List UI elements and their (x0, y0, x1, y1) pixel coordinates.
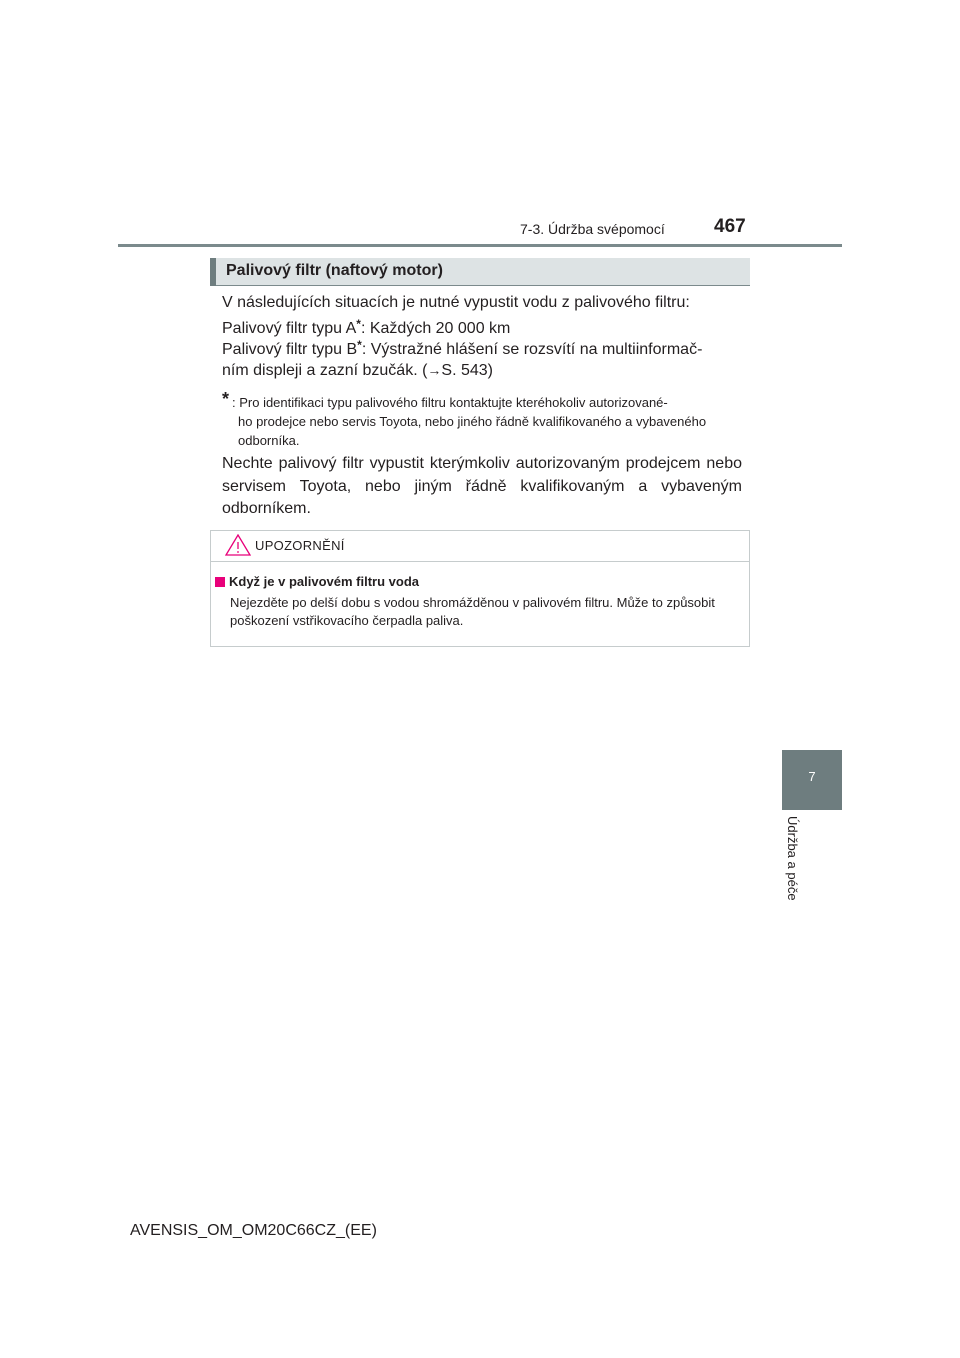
type-a-interval: : Každých 20 000 km (360, 320, 511, 337)
type-a-label: Palivový filtr typu A (222, 320, 357, 337)
warning-text: Nejezděte po delší dobu s vodou shromážděnou v palivovém filtru. Může to způsobit poškození vstřikovacího čerpadla paliva. (230, 595, 715, 628)
header-rule (118, 244, 842, 247)
footnote-continuation: ho prodejce nebo servis Toyota, nebo jiného řádně kvalifikovaného a vybaveného odborníka. (238, 414, 707, 448)
heading-accent-bar (210, 258, 216, 286)
filter-type-b (222, 339, 742, 360)
asterisk-mark: * (356, 317, 361, 331)
warning-triangle-icon (225, 534, 251, 561)
section-heading (210, 258, 750, 286)
instruction-paragraph: Nechte palivový filtr vypustit kterýmkoliv autorizovaným prodejcem nebo servisem Toyota, nebo jiným řádně kvalifikovaným a vybaveným odborníkem. (222, 455, 742, 517)
document-code: AVENSIS_OM_OM20C66CZ_(EE) (130, 1222, 377, 1239)
filter-type-a (222, 318, 742, 339)
warning-title: UPOZORNĚNÍ (255, 538, 345, 553)
square-bullet-icon (215, 577, 225, 587)
type-b-continued-text: ním displeji a zazní bzučák. ( (222, 362, 428, 379)
page-number: 467 (714, 216, 746, 237)
intro-paragraph: V následujících situacích je nutné vypustit vodu z palivového filtru: (222, 294, 690, 311)
warning-subheading (215, 574, 419, 589)
footnote-asterisk: * (222, 389, 230, 409)
footnote-line-1: : Pro identifikaci typu palivového filtru kontaktujte kteréhokoliv autorizované- (232, 395, 668, 410)
page-reference-link[interactable]: S. 543) (441, 362, 494, 379)
warning-subheading-text: Když je v palivovém filtru voda (229, 574, 419, 589)
warning-header (211, 531, 749, 562)
footnote (222, 389, 742, 450)
section-heading-text: Palivový filtr (naftový motor) (226, 262, 443, 279)
chapter-label: Údržba a péče (785, 816, 800, 901)
asterisk-mark: * (357, 338, 362, 352)
header-section-title: 7-3. Údržba svépomocí (520, 221, 665, 237)
chapter-tab (782, 750, 842, 810)
warning-box (210, 530, 750, 647)
type-b-label: Palivový filtr typu B (222, 341, 358, 358)
type-b-text: : Výstražné hlášení se rozsvítí na multiinformač- (361, 341, 703, 358)
filter-type-b-continued (222, 360, 742, 381)
chapter-number: 7 (808, 769, 816, 784)
arrow-icon: → (427, 362, 442, 378)
